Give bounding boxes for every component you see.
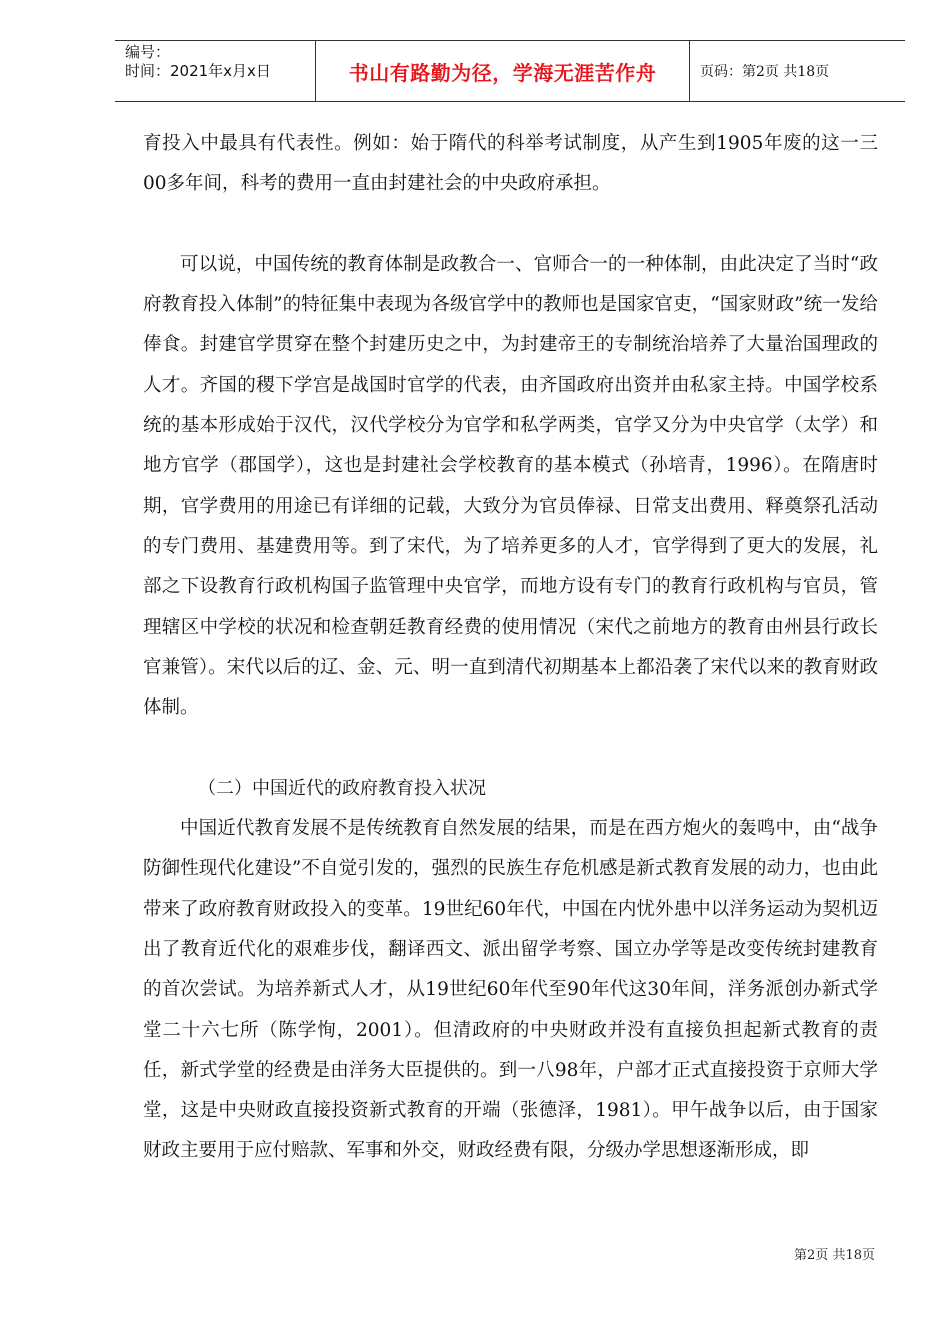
- paragraph-2: 可以说，中国传统的教育体制是政教合一、官师合一的一种体制，由此决定了当时“政府教育投入体制”的特征集中表现为各级官学中的教师也是国家官吏，“国家财政”统一发给俸食。封建官学贯穿在整个封建历史之中，为封建帝王的专制统治培养了大量治国理政的人才。齐国的稷下学宫是战国时官学的代表，由齐国政府出资并由私家主持。中国学校系统的基本形成始于汉代，汉代学校分为官学和私学两类，官学又分为中央官学（太学）和地方官学（郡国学），这也是封建社会学校教育的基本模式（孙培青，1996）。在隋唐时期，官学费用的用途已有详细的记载，大致分为官员俸禄、日常支出费用、释奠祭孔活动的专门费用、基建费用等。到了宋代，为了培养更多的人才，官学得到了更大的发展，礼部之下设教育行政机构国子监管理中央官学，而地方设有专门的教育行政机构与官员，管理辖区中学校的状况和检查朝廷教育经费的使用情况（宋代之前地方的教育由州县行政长官兼管）。宋代以后的辽、金、元、明一直到清代初期基本上都沿袭了宋代以来的教育财政体制。: [143, 253, 878, 719]
- time-label: 时间：2021年x月x日: [125, 62, 271, 80]
- page-footer: 第2页 共18页: [794, 1248, 875, 1263]
- section-heading: （二）中国近代的政府教育投入状况: [198, 777, 486, 799]
- serial-label: 编号：: [125, 43, 171, 61]
- paragraph-1: 育投入中最具有代表性。例如：始于隋代的科举考试制度，从产生到1905年废的这一三00多年间，科考的费用一直由封建社会的中央政府承担。: [143, 133, 878, 195]
- paragraph-3: 中国近代教育发展不是传统教育自然发展的结果，而是在西方炮火的轰鸣中，由“战争防御性现代化建设”不自觉引发的，强烈的民族生存危机感是新式教育发展的动力，也由此带来了政府教育财政投入的变革。19世纪60年代，中国在内忧外患中以洋务运动为契机迈出了教育近代化的艰难步伐，翻译西文、派出留学考察、国立办学等是改变传统封建教育的首次尝试。为培养新式人才，从19世纪60年代至90年代这30年间，洋务派创办新式学堂二十六七所（陈学恂，2001）。但清政府的中央财政并没有直接负担起新式教育的责任，新式学堂的经费是由洋务大臣提供的。到一八98年，户部才正式直接投资于京师大学堂，这是中央财政直接投资新式教育的开端（张德泽，1981）。甲午战争以后，由于国家财政主要用于应付赔款、军事和外交，财政经费有限，分级办学思想逐渐形成，即: [143, 818, 878, 1162]
- page-header: [115, 40, 905, 102]
- page-info: 页码：第2页 共18页: [700, 64, 830, 80]
- header-page-info-cell: [690, 41, 905, 101]
- document-body: [143, 124, 878, 1172]
- motto: 书山有路勤为径，学海无涯苦作舟: [348, 60, 657, 85]
- paragraph-gap: [143, 728, 878, 768]
- header-meta: [115, 41, 316, 101]
- header-motto-cell: [316, 41, 690, 101]
- paragraph-gap: [143, 205, 878, 245]
